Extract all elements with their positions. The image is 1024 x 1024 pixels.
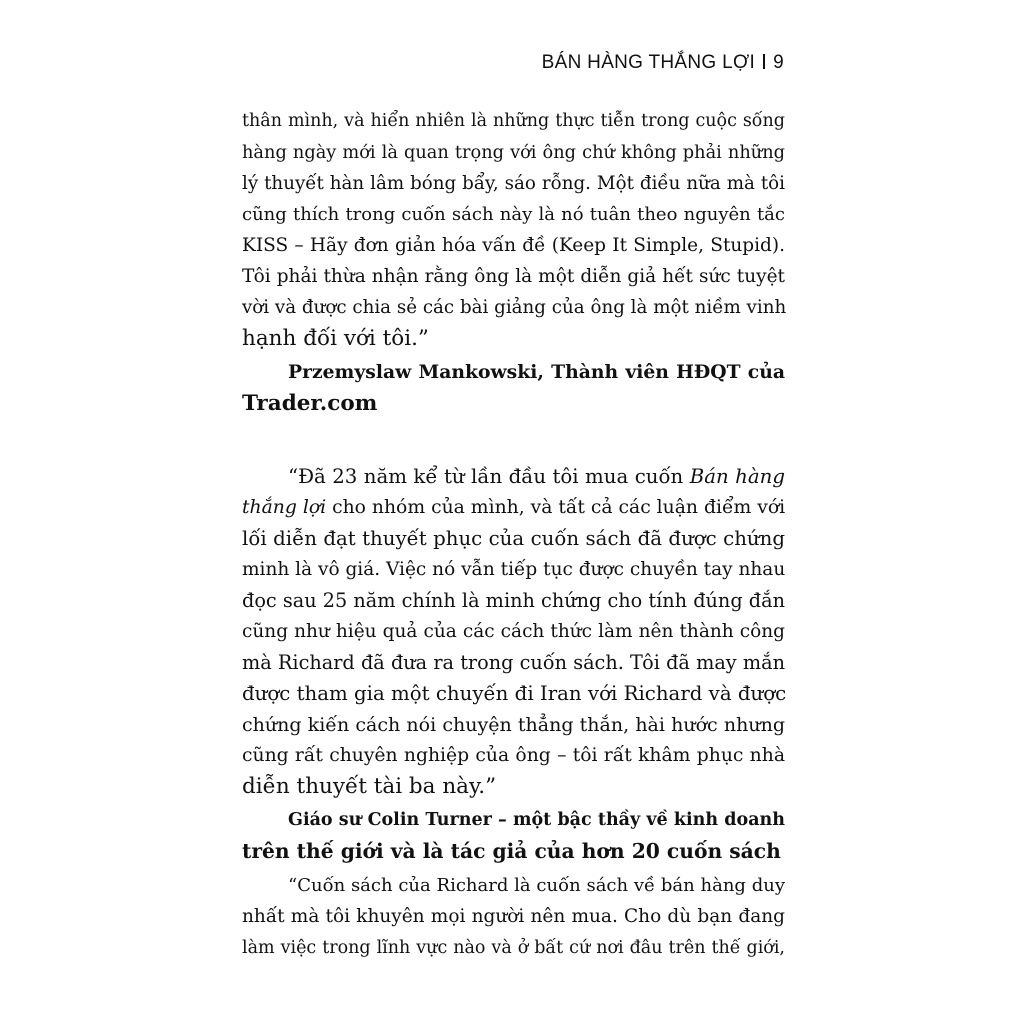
running-head (542, 52, 784, 74)
quote2-line: cũng rất chuyên nghiệp của ông – tôi rất khâm phục nhà (242, 745, 785, 766)
quote2-line: diễn thuyết tài ba này.” (242, 774, 497, 799)
quote1-line: cũng thích trong cuốn sách này là nó tuân theo nguyên tắc (242, 204, 785, 225)
quote2-line: chứng kiến cách nói chuyện thẳng thắn, hài hước nhưng (242, 714, 785, 736)
quote3-line: “Cuốn sách của Richard là cuốn sách về bán hàng duy (288, 875, 785, 896)
quote2-line: đọc sau 25 năm chính là minh chứng cho tính đúng đắn (242, 589, 785, 612)
quote1-line: hạnh đối với tôi.” (242, 326, 429, 351)
attribution2-line: Giáo sư Colin Turner – một bậc thầy về kinh doanh (288, 810, 785, 830)
quote3-line: làm việc trong lĩnh vực nào và ở bất cứ nơi đâu trên thế giới, (242, 938, 785, 958)
quote1-line: thân mình, và hiển nhiên là những thực tiễn trong cuộc sống (242, 111, 785, 131)
quote2-line (242, 493, 785, 523)
quote2-line: mà Richard đã đưa ra trong cuốn sách. Tôi đã may mắn (242, 651, 785, 674)
quote2-line (288, 462, 785, 492)
quote1-line: lý thuyết hàn lâm bóng bẩy, sáo rỗng. Một điều nữa mà tôi (242, 173, 785, 194)
quote2-line2-text: cho nhóm của mình, và tất cả các luận điểm với (326, 497, 786, 518)
quote2-line: cũng như hiệu quả của các cách thức làm nên thành công (242, 621, 785, 642)
book-title-italic: Bán hàng (689, 465, 785, 488)
quote1-line: vời và được chia sẻ các bài giảng của ông là một niềm vinh (242, 297, 787, 318)
quote2-line: được tham gia một chuyến đi Iran với Richard và được (242, 682, 787, 705)
quote2-line1-text: “Đã 23 năm kể từ lần đầu tôi mua cuốn (288, 465, 690, 488)
quote1-line: hàng ngày mới là quan trọng với ông chứ không phải những (242, 143, 785, 163)
attribution1-line: Trader.com (242, 391, 378, 416)
page-number: 9 (773, 52, 784, 73)
attribution1-line: Przemyslaw Mankowski, Thành viên HĐQT của (288, 361, 785, 383)
quote1-line: Tôi phải thừa nhận rằng ông là một diễn giả hết sức tuyệt (242, 266, 785, 287)
quote1-line: KISS – Hãy đơn giản hóa vấn đề (Keep It Simple, Stupid). (242, 235, 785, 256)
attribution2-line: trên thế giới và là tác giả của hơn 20 cuốn sách (242, 839, 781, 863)
quote2-line: minh là vô giá. Việc nó vẫn tiếp tục được chuyền tay nhau (242, 559, 786, 580)
quote3-line: nhất mà tôi khuyên mọi người nên mua. Cho dù bạn đang (242, 906, 785, 927)
running-head-separator (763, 54, 765, 69)
book-title-italic: thắng lợi (242, 497, 327, 518)
quote2-line: lối diễn đạt thuyết phục của cuốn sách đã được chứng (242, 527, 785, 550)
running-head-title: BÁN HÀNG THẮNG LỢI (541, 52, 756, 73)
